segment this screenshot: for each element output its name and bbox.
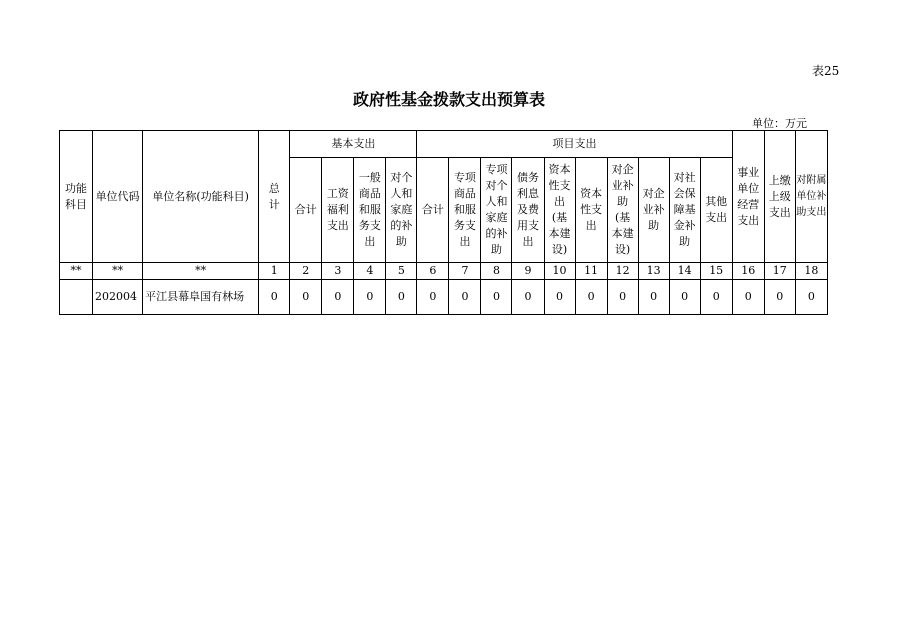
header-unit-name: 单位名称(功能科目) <box>143 131 259 263</box>
sheet-number: 表25 <box>812 64 840 78</box>
index-cell: 8 <box>481 263 512 280</box>
value-cell: 0 <box>795 280 827 315</box>
index-cell: 13 <box>638 263 669 280</box>
header-project-col: 资本性支出 <box>575 158 607 263</box>
value-cell: 0 <box>544 280 575 315</box>
value-cell: 0 <box>638 280 669 315</box>
value-cell: 0 <box>732 280 764 315</box>
index-cell: 10 <box>544 263 575 280</box>
header-project-col: 对社会保障基金补助 <box>669 158 700 263</box>
index-row <box>60 263 828 280</box>
table-row <box>60 280 828 315</box>
header-project-col: 专项对个人和家庭的补助 <box>481 158 512 263</box>
value-cell: 0 <box>764 280 795 315</box>
value-cell: 0 <box>607 280 638 315</box>
header-basic-group: 基本支出 <box>290 131 417 158</box>
unit-label: 单位：万元 <box>752 117 807 130</box>
value-cell: 0 <box>449 280 481 315</box>
header-project-col: 专项商品和服务支出 <box>449 158 481 263</box>
value-cell: 0 <box>700 280 732 315</box>
index-cell: 7 <box>449 263 481 280</box>
index-cell: ** <box>60 263 93 280</box>
header-project-col: 债务利息及费用支出 <box>512 158 544 263</box>
header-tail-col: 事业单位经营支出 <box>732 131 764 263</box>
index-cell: ** <box>143 263 259 280</box>
index-cell: 14 <box>669 263 700 280</box>
value-cell: 0 <box>259 280 290 315</box>
unit-code-cell: 202004 <box>93 280 143 315</box>
index-cell: 5 <box>386 263 417 280</box>
index-cell: 9 <box>512 263 544 280</box>
page-title: 政府性基金拨款支出预算表 <box>352 90 545 109</box>
header-project-col: 合计 <box>417 158 449 263</box>
header-basic-col: 合计 <box>290 158 322 263</box>
index-cell: 4 <box>354 263 386 280</box>
budget-table <box>59 130 828 315</box>
index-cell: 15 <box>700 263 732 280</box>
header-tail-col: 上缴上级支出 <box>764 131 795 263</box>
value-cell: 0 <box>512 280 544 315</box>
index-cell: 1 <box>259 263 290 280</box>
value-cell: 0 <box>322 280 354 315</box>
index-cell: 12 <box>607 263 638 280</box>
index-cell: 3 <box>322 263 354 280</box>
func-subject-cell <box>60 280 93 315</box>
value-cell: 0 <box>386 280 417 315</box>
header-total: 总计 <box>259 131 290 263</box>
header-tail-col: 对附属单位补助支出 <box>795 131 827 263</box>
header-func-subject: 功能科目 <box>60 131 93 263</box>
index-cell: ** <box>93 263 143 280</box>
header-project-group: 项目支出 <box>417 131 732 158</box>
header-project-col: 对企业补助 <box>638 158 669 263</box>
index-cell: 6 <box>417 263 449 280</box>
header-project-col: 对企业补助(基本建设) <box>607 158 638 263</box>
unit-name-cell: 平江县幕阜国有林场 <box>143 280 259 315</box>
index-cell: 18 <box>795 263 827 280</box>
index-cell: 16 <box>732 263 764 280</box>
header-project-col: 其他支出 <box>700 158 732 263</box>
value-cell: 0 <box>417 280 449 315</box>
header-project-col: 资本性支出(基本建设) <box>544 158 575 263</box>
header-row-1 <box>60 131 828 158</box>
value-cell: 0 <box>290 280 322 315</box>
value-cell: 0 <box>669 280 700 315</box>
index-cell: 11 <box>575 263 607 280</box>
header-basic-col: 对个人和家庭的补助 <box>386 158 417 263</box>
header-unit-code: 单位代码 <box>93 131 143 263</box>
header-basic-col: 一般商品和服务支出 <box>354 158 386 263</box>
index-cell: 17 <box>764 263 795 280</box>
value-cell: 0 <box>575 280 607 315</box>
value-cell: 0 <box>481 280 512 315</box>
header-basic-col: 工资福利支出 <box>322 158 354 263</box>
index-cell: 2 <box>290 263 322 280</box>
value-cell: 0 <box>354 280 386 315</box>
